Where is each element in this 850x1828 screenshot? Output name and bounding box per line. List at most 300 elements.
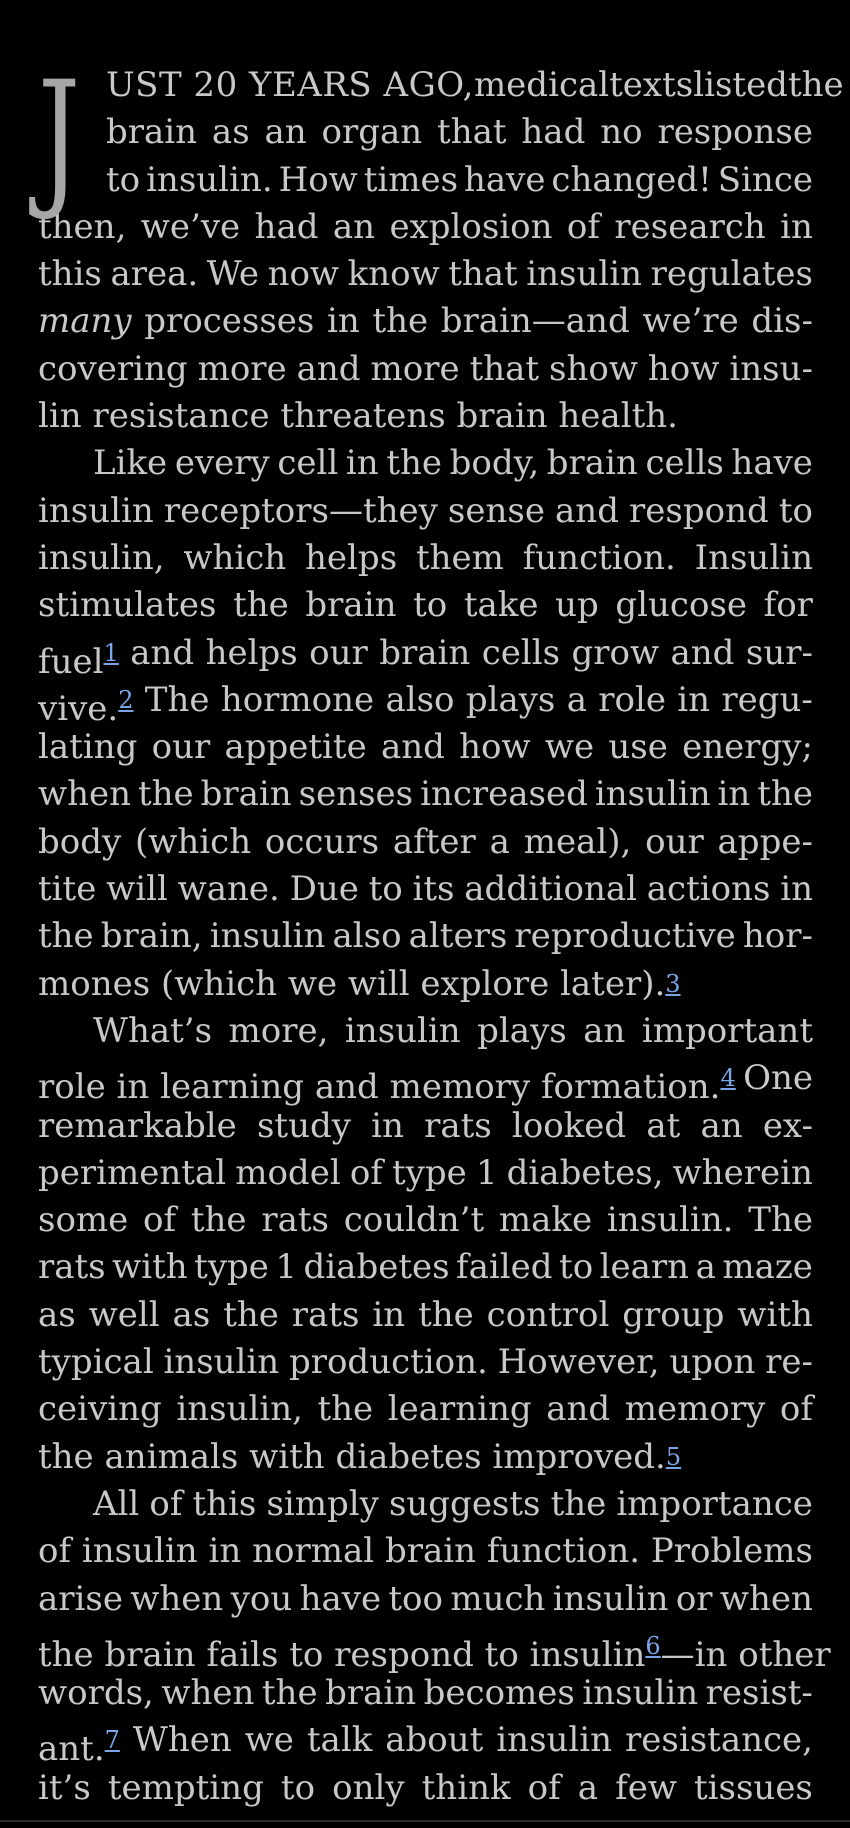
word: that xyxy=(448,254,518,295)
word: Like xyxy=(93,443,168,484)
word: brain xyxy=(546,443,638,484)
word: have xyxy=(299,1578,382,1619)
word: increased xyxy=(420,774,588,815)
word: as xyxy=(211,112,250,153)
word: how xyxy=(459,727,531,768)
word: lating xyxy=(38,727,138,768)
word: diabetes, xyxy=(506,1152,664,1193)
word: in xyxy=(345,443,379,484)
line-text-part: the brain fails to respond to insulin xyxy=(38,1634,646,1675)
word: diabetes xyxy=(303,1247,450,1288)
line-text-part: —in other xyxy=(660,1634,831,1675)
word: a xyxy=(489,821,510,862)
word: brain xyxy=(305,585,397,626)
text-line xyxy=(38,1765,813,1812)
word: we’ve xyxy=(140,206,241,247)
word: and xyxy=(546,1389,611,1430)
line-text: mones (which we will explore later). xyxy=(38,963,666,1004)
word: brain xyxy=(106,112,198,153)
word: remarkable xyxy=(38,1105,237,1146)
word: group xyxy=(622,1294,725,1335)
word: that xyxy=(437,112,507,153)
text-line xyxy=(38,961,813,1008)
text-line xyxy=(38,1623,831,1675)
text-line xyxy=(38,1528,813,1575)
word: response xyxy=(657,112,813,153)
word: much xyxy=(450,1578,546,1619)
footnote-link[interactable]: 7 xyxy=(104,1726,120,1755)
word: energy; xyxy=(682,727,813,768)
word: in xyxy=(780,206,813,247)
text-line xyxy=(38,488,813,535)
word: grow xyxy=(571,632,660,673)
word: an xyxy=(583,1010,626,1051)
word: cells xyxy=(481,632,561,673)
word: in xyxy=(780,869,813,910)
word: type xyxy=(392,1152,467,1193)
word: every xyxy=(174,443,270,484)
word: you xyxy=(230,1578,293,1619)
word: have xyxy=(731,443,813,484)
text-line xyxy=(38,251,813,298)
word: the xyxy=(372,301,429,342)
word: we xyxy=(544,727,595,768)
word: to xyxy=(368,869,403,910)
drop-cap: J xyxy=(38,50,81,224)
word: research xyxy=(614,206,766,247)
word: tissues xyxy=(693,1767,813,1808)
word: insulin xyxy=(526,254,643,295)
word: well xyxy=(88,1294,160,1335)
text-line xyxy=(38,298,813,345)
word: texts xyxy=(609,65,694,105)
word: ceiving xyxy=(38,1389,162,1430)
word: more, xyxy=(228,1010,329,1051)
word: to xyxy=(559,1247,594,1288)
word: this xyxy=(38,254,102,295)
word: insulin xyxy=(344,1010,461,1051)
word: insulin xyxy=(38,490,154,531)
word: typical xyxy=(38,1342,154,1383)
word: when xyxy=(719,1578,813,1619)
word: Insulin xyxy=(694,537,813,578)
word: this xyxy=(192,1483,257,1524)
word: alters xyxy=(408,916,508,957)
word: type xyxy=(194,1247,269,1288)
text-line xyxy=(38,819,813,866)
text-line xyxy=(106,157,813,204)
word: had xyxy=(254,206,319,247)
word: in xyxy=(327,301,360,342)
word: a xyxy=(577,1767,599,1808)
text-line xyxy=(38,1055,813,1108)
word: The xyxy=(748,1200,813,1241)
word: also xyxy=(385,679,455,720)
word: importance xyxy=(616,1483,813,1524)
line-text: One xyxy=(743,1058,813,1099)
text-line xyxy=(38,1150,813,1197)
word: the xyxy=(757,774,813,815)
word: insulin xyxy=(81,1531,198,1572)
word: Problems xyxy=(650,1531,813,1572)
word: about xyxy=(385,1720,484,1761)
word: and xyxy=(130,632,195,673)
word: However, xyxy=(497,1342,660,1383)
word: an xyxy=(700,1105,743,1146)
word: only xyxy=(332,1767,405,1808)
word: 1 xyxy=(475,1152,498,1193)
word: show xyxy=(549,348,638,389)
text-line xyxy=(38,204,813,251)
word: important xyxy=(641,1010,813,1051)
word: few xyxy=(615,1767,677,1808)
word: the xyxy=(386,443,442,484)
word: body, xyxy=(449,443,540,484)
text-line xyxy=(38,1339,813,1386)
word: appe- xyxy=(717,821,813,862)
word: rats xyxy=(38,1247,106,1288)
word: of xyxy=(38,1531,72,1572)
word: with xyxy=(112,1247,188,1288)
word: a xyxy=(566,679,587,720)
line-text: lin resistance threatens brain health. xyxy=(38,396,678,437)
word: of xyxy=(527,1767,561,1808)
word: senses xyxy=(298,774,414,815)
footnote-link[interactable]: 1 xyxy=(103,638,119,667)
text-line xyxy=(38,440,813,487)
word: simply xyxy=(266,1483,379,1524)
word: cells xyxy=(645,443,724,484)
line-text xyxy=(38,1055,736,1108)
text-line xyxy=(38,1197,813,1244)
word: the xyxy=(190,1200,247,1241)
word: how xyxy=(647,348,720,389)
word: more xyxy=(370,348,460,389)
text-line xyxy=(38,1386,813,1433)
word: maze xyxy=(722,1247,813,1288)
text-line xyxy=(38,1576,813,1623)
word: failed xyxy=(456,1247,553,1288)
word: brain, xyxy=(100,916,203,957)
word: the xyxy=(38,916,94,957)
word: a xyxy=(695,1247,716,1288)
word: in xyxy=(677,679,711,720)
word: reproductive xyxy=(514,916,736,957)
word: cell xyxy=(277,443,339,484)
word: tite xyxy=(38,869,97,910)
word: sur- xyxy=(745,632,813,673)
word: know xyxy=(347,254,440,295)
word: perimental xyxy=(38,1152,227,1193)
word: use xyxy=(608,727,668,768)
word: How xyxy=(278,159,358,200)
word: the xyxy=(233,585,289,626)
word: brain xyxy=(379,632,471,673)
word: learn xyxy=(599,1247,690,1288)
word-with-footnote xyxy=(38,1717,120,1770)
word: processes xyxy=(144,301,315,342)
word: after xyxy=(392,821,476,862)
word: of xyxy=(349,1152,383,1193)
text-line xyxy=(38,535,813,582)
word: model xyxy=(235,1152,341,1193)
footnote-link-6[interactable]: 6 xyxy=(645,1631,661,1660)
word: to xyxy=(280,1767,316,1808)
word: regulates xyxy=(650,254,813,295)
line-text: the animals with diabetes improved. xyxy=(38,1436,666,1477)
word: hor- xyxy=(742,916,813,957)
word: wane. xyxy=(177,869,280,910)
text-line xyxy=(38,1292,813,1339)
word: ex- xyxy=(762,1105,813,1146)
word: plays xyxy=(477,1010,567,1051)
word: or xyxy=(675,1578,713,1619)
word: additional xyxy=(464,869,638,910)
word: arise xyxy=(38,1578,123,1619)
text-line xyxy=(38,630,813,682)
word: as xyxy=(38,1294,76,1335)
word: helps xyxy=(305,537,398,578)
word: when xyxy=(38,774,132,815)
word: to xyxy=(413,585,448,626)
text-line xyxy=(38,1103,813,1150)
word: insulin, xyxy=(176,1389,303,1430)
word: as xyxy=(172,1294,211,1335)
word: its xyxy=(412,869,455,910)
word: 1 xyxy=(275,1247,298,1288)
line-text xyxy=(38,1623,831,1675)
word: actions xyxy=(646,869,771,910)
word: insulin xyxy=(209,916,326,957)
word: (which xyxy=(135,821,252,862)
word: insulin xyxy=(594,774,711,815)
word: of xyxy=(149,1483,183,1524)
footnote-link-3[interactable]: 3 xyxy=(665,969,681,998)
word: organ xyxy=(321,112,423,153)
word: brain—and xyxy=(440,301,630,342)
word: take xyxy=(463,585,539,626)
footnote-link[interactable]: 2 xyxy=(118,685,134,714)
word: the xyxy=(418,1294,474,1335)
word: becomes xyxy=(423,1673,575,1714)
word: plays xyxy=(465,679,556,720)
footnote-link-4[interactable]: 4 xyxy=(720,1064,736,1093)
word: glucose xyxy=(615,585,748,626)
word: insulin, xyxy=(38,537,165,578)
word: will xyxy=(106,869,168,910)
word: fuel xyxy=(38,641,104,682)
word: insulin xyxy=(496,1720,613,1761)
word: appetite xyxy=(224,727,367,768)
word: brain xyxy=(200,774,292,815)
word: stimulates xyxy=(38,585,217,626)
text-line xyxy=(38,677,813,729)
word: control xyxy=(486,1294,610,1335)
word: body xyxy=(38,821,122,862)
word: changed! xyxy=(551,159,712,200)
word: dis- xyxy=(751,301,813,342)
word: covering xyxy=(38,348,188,389)
word: the xyxy=(137,774,194,815)
word: have xyxy=(464,159,546,200)
word: the xyxy=(223,1294,279,1335)
word: our xyxy=(645,821,704,862)
text-line xyxy=(38,724,813,771)
text-line xyxy=(38,1717,813,1770)
word: Due xyxy=(289,869,359,910)
word: rats xyxy=(291,1294,360,1335)
word: and xyxy=(670,632,735,673)
word: think xyxy=(421,1767,511,1808)
word: of xyxy=(143,1200,177,1241)
word: and xyxy=(296,348,361,389)
word: up xyxy=(555,585,599,626)
word: insulin. xyxy=(146,159,273,200)
word: What’s xyxy=(93,1010,213,1051)
word: in xyxy=(208,1531,242,1572)
word: looked xyxy=(511,1105,627,1146)
word: of xyxy=(566,206,600,247)
word: role xyxy=(598,679,666,720)
word: insulin xyxy=(552,1578,669,1619)
word: upon xyxy=(669,1342,756,1383)
word-with-footnote xyxy=(38,677,134,729)
word: rats xyxy=(261,1200,329,1241)
word: memory xyxy=(624,1389,766,1430)
word: rats xyxy=(424,1105,492,1146)
text-line xyxy=(38,582,813,629)
word: more xyxy=(197,348,287,389)
word: regu- xyxy=(721,679,813,720)
word: talk xyxy=(306,1720,373,1761)
text-line xyxy=(106,62,844,109)
word: insu- xyxy=(729,348,813,389)
word: words, xyxy=(38,1673,154,1714)
word: explosion xyxy=(389,206,553,247)
word: couldn’t xyxy=(343,1200,485,1241)
word: with xyxy=(737,1294,813,1335)
word: the xyxy=(787,65,844,105)
text-line xyxy=(38,771,813,818)
word: function. xyxy=(522,537,676,578)
word: insulin. xyxy=(606,1200,734,1241)
word: no xyxy=(600,112,643,153)
word: for xyxy=(763,585,813,626)
word: and xyxy=(555,490,619,531)
word: The xyxy=(144,679,210,720)
word: respond xyxy=(629,490,769,531)
word: when xyxy=(161,1673,255,1714)
word: too xyxy=(388,1578,443,1619)
word: re- xyxy=(765,1342,813,1383)
word: Since xyxy=(717,159,813,200)
word: normal xyxy=(252,1531,375,1572)
word: make xyxy=(498,1200,593,1241)
text-line xyxy=(38,866,813,913)
word: area. xyxy=(110,254,199,295)
word: in xyxy=(717,774,751,815)
word: suggests xyxy=(388,1483,541,1524)
word: them xyxy=(415,537,504,578)
word: resist- xyxy=(705,1673,813,1714)
word: times xyxy=(363,159,459,200)
word: resistance, xyxy=(625,1720,813,1761)
word: to xyxy=(778,490,813,531)
word: insulin xyxy=(163,1342,280,1383)
text-line xyxy=(38,1670,813,1717)
page-bottom-divider xyxy=(0,1820,850,1822)
word: learning xyxy=(387,1389,532,1430)
footnote-link-5[interactable]: 5 xyxy=(665,1442,682,1471)
word: listed xyxy=(693,65,788,105)
word: we xyxy=(244,1720,294,1761)
text-line xyxy=(38,393,813,440)
word: occurs xyxy=(264,821,380,862)
text-line xyxy=(38,346,813,393)
word: brain xyxy=(325,1673,417,1714)
word: When xyxy=(132,1720,232,1761)
word: production. xyxy=(288,1342,488,1383)
word: an xyxy=(332,206,376,247)
word: at xyxy=(646,1105,681,1146)
word: we’re xyxy=(642,301,739,342)
small-caps-lead-in: UST 20 YEARS AGO, xyxy=(106,65,474,105)
word: the xyxy=(317,1389,374,1430)
word: helps xyxy=(205,632,298,673)
word: our xyxy=(309,632,368,673)
word: tempting xyxy=(107,1767,264,1808)
line-text-part: role in learning and memory formation. xyxy=(38,1067,721,1108)
word: We xyxy=(206,254,260,295)
text-line xyxy=(106,109,813,156)
reader-page xyxy=(38,50,844,1812)
word: hormone xyxy=(220,679,375,720)
word: that xyxy=(469,348,540,389)
word: of xyxy=(779,1389,813,1430)
text-line xyxy=(38,1481,813,1528)
word: meal), xyxy=(523,821,632,862)
text-line xyxy=(38,1244,813,1291)
word: some xyxy=(38,1200,129,1241)
word: the xyxy=(550,1483,607,1524)
word: it’s xyxy=(38,1767,91,1808)
word: which xyxy=(183,537,287,578)
word-with-footnote xyxy=(38,630,119,682)
word: sense xyxy=(447,490,545,531)
word: receptors—they xyxy=(163,490,438,531)
word: medical xyxy=(473,65,610,105)
word: wherein xyxy=(672,1152,813,1193)
word: vive. xyxy=(38,688,119,729)
word: study xyxy=(256,1105,351,1146)
word: then, xyxy=(38,206,127,247)
word: insulin xyxy=(582,1673,699,1714)
word: and xyxy=(380,727,445,768)
word: to xyxy=(106,159,141,200)
text-line xyxy=(38,1008,813,1055)
word: brain xyxy=(385,1531,477,1572)
word: in xyxy=(371,1105,404,1146)
word: also xyxy=(332,916,402,957)
word: in xyxy=(372,1294,406,1335)
word: now xyxy=(267,254,340,295)
word: when xyxy=(130,1578,224,1619)
text-line xyxy=(38,913,813,960)
text-line xyxy=(38,1434,813,1481)
word: had xyxy=(521,112,586,153)
word: our xyxy=(151,727,211,768)
word: All xyxy=(93,1483,140,1524)
